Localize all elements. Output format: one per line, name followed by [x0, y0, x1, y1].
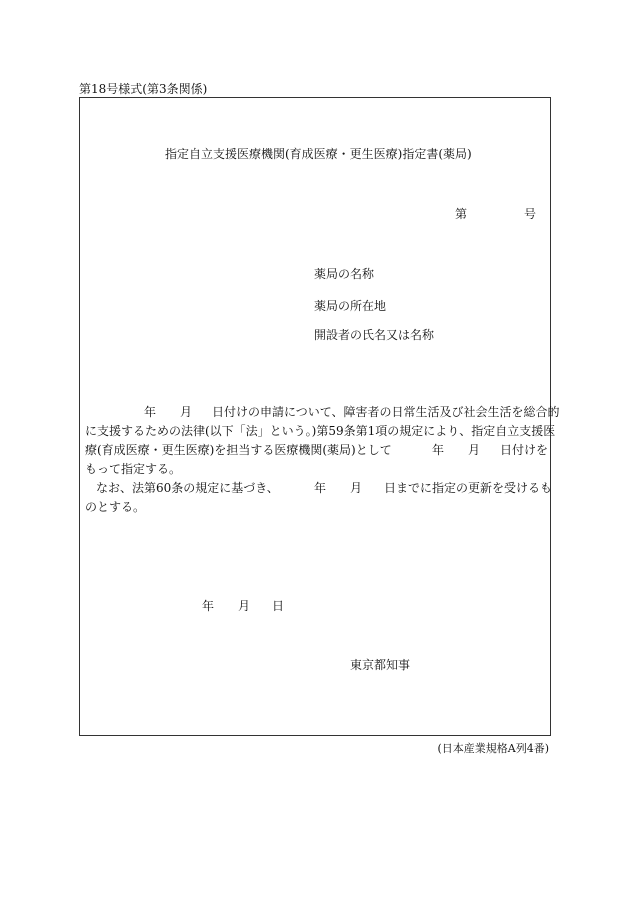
body-line5-tail: 日までに指定の更新を受けるも	[384, 481, 553, 495]
form-number: 第18号様式(第3条関係)	[79, 82, 208, 96]
document-title: 指定自立支援医療機関(育成医療・更生医療)指定書(薬局)	[165, 147, 472, 161]
body-line5-month: 月	[350, 481, 363, 495]
number-prefix: 第	[455, 207, 468, 221]
date-year: 年	[202, 599, 215, 613]
body-line3-text: 療(育成医療・更生医療)を担当する医療機関(薬局)として	[85, 443, 392, 457]
date-month: 月	[238, 599, 251, 613]
body-line1-text: 日付けの申請について、障害者の日常生活及び社会生活を総合的	[212, 405, 560, 419]
number-suffix: 号	[524, 207, 537, 221]
body-line2: に支援するための法律(以下「法」という。)第59条第1項の規定により、指定自立支援医	[85, 424, 556, 438]
body-line1-month: 月	[180, 405, 193, 419]
date-day: 日	[272, 599, 285, 613]
body-line6: のとする。	[85, 500, 146, 514]
body-line3-year: 年	[432, 443, 445, 457]
body-line3-month: 月	[468, 443, 481, 457]
field-founder-name: 開設者の氏名又は名称	[314, 328, 435, 342]
body-line5-year: 年	[314, 481, 327, 495]
body-line1-year: 年	[144, 405, 157, 419]
body-line5-text: なお、法第60条の規定に基づき、	[96, 481, 279, 495]
field-pharmacy-name: 薬局の名称	[314, 267, 375, 281]
standard-note: (日本産業規格A列4番)	[437, 742, 549, 755]
body-line4: もって指定する。	[85, 462, 182, 476]
signer: 東京都知事	[350, 658, 411, 672]
body-line3-tail: 日付けを	[500, 443, 549, 457]
field-pharmacy-address: 薬局の所在地	[314, 299, 387, 313]
